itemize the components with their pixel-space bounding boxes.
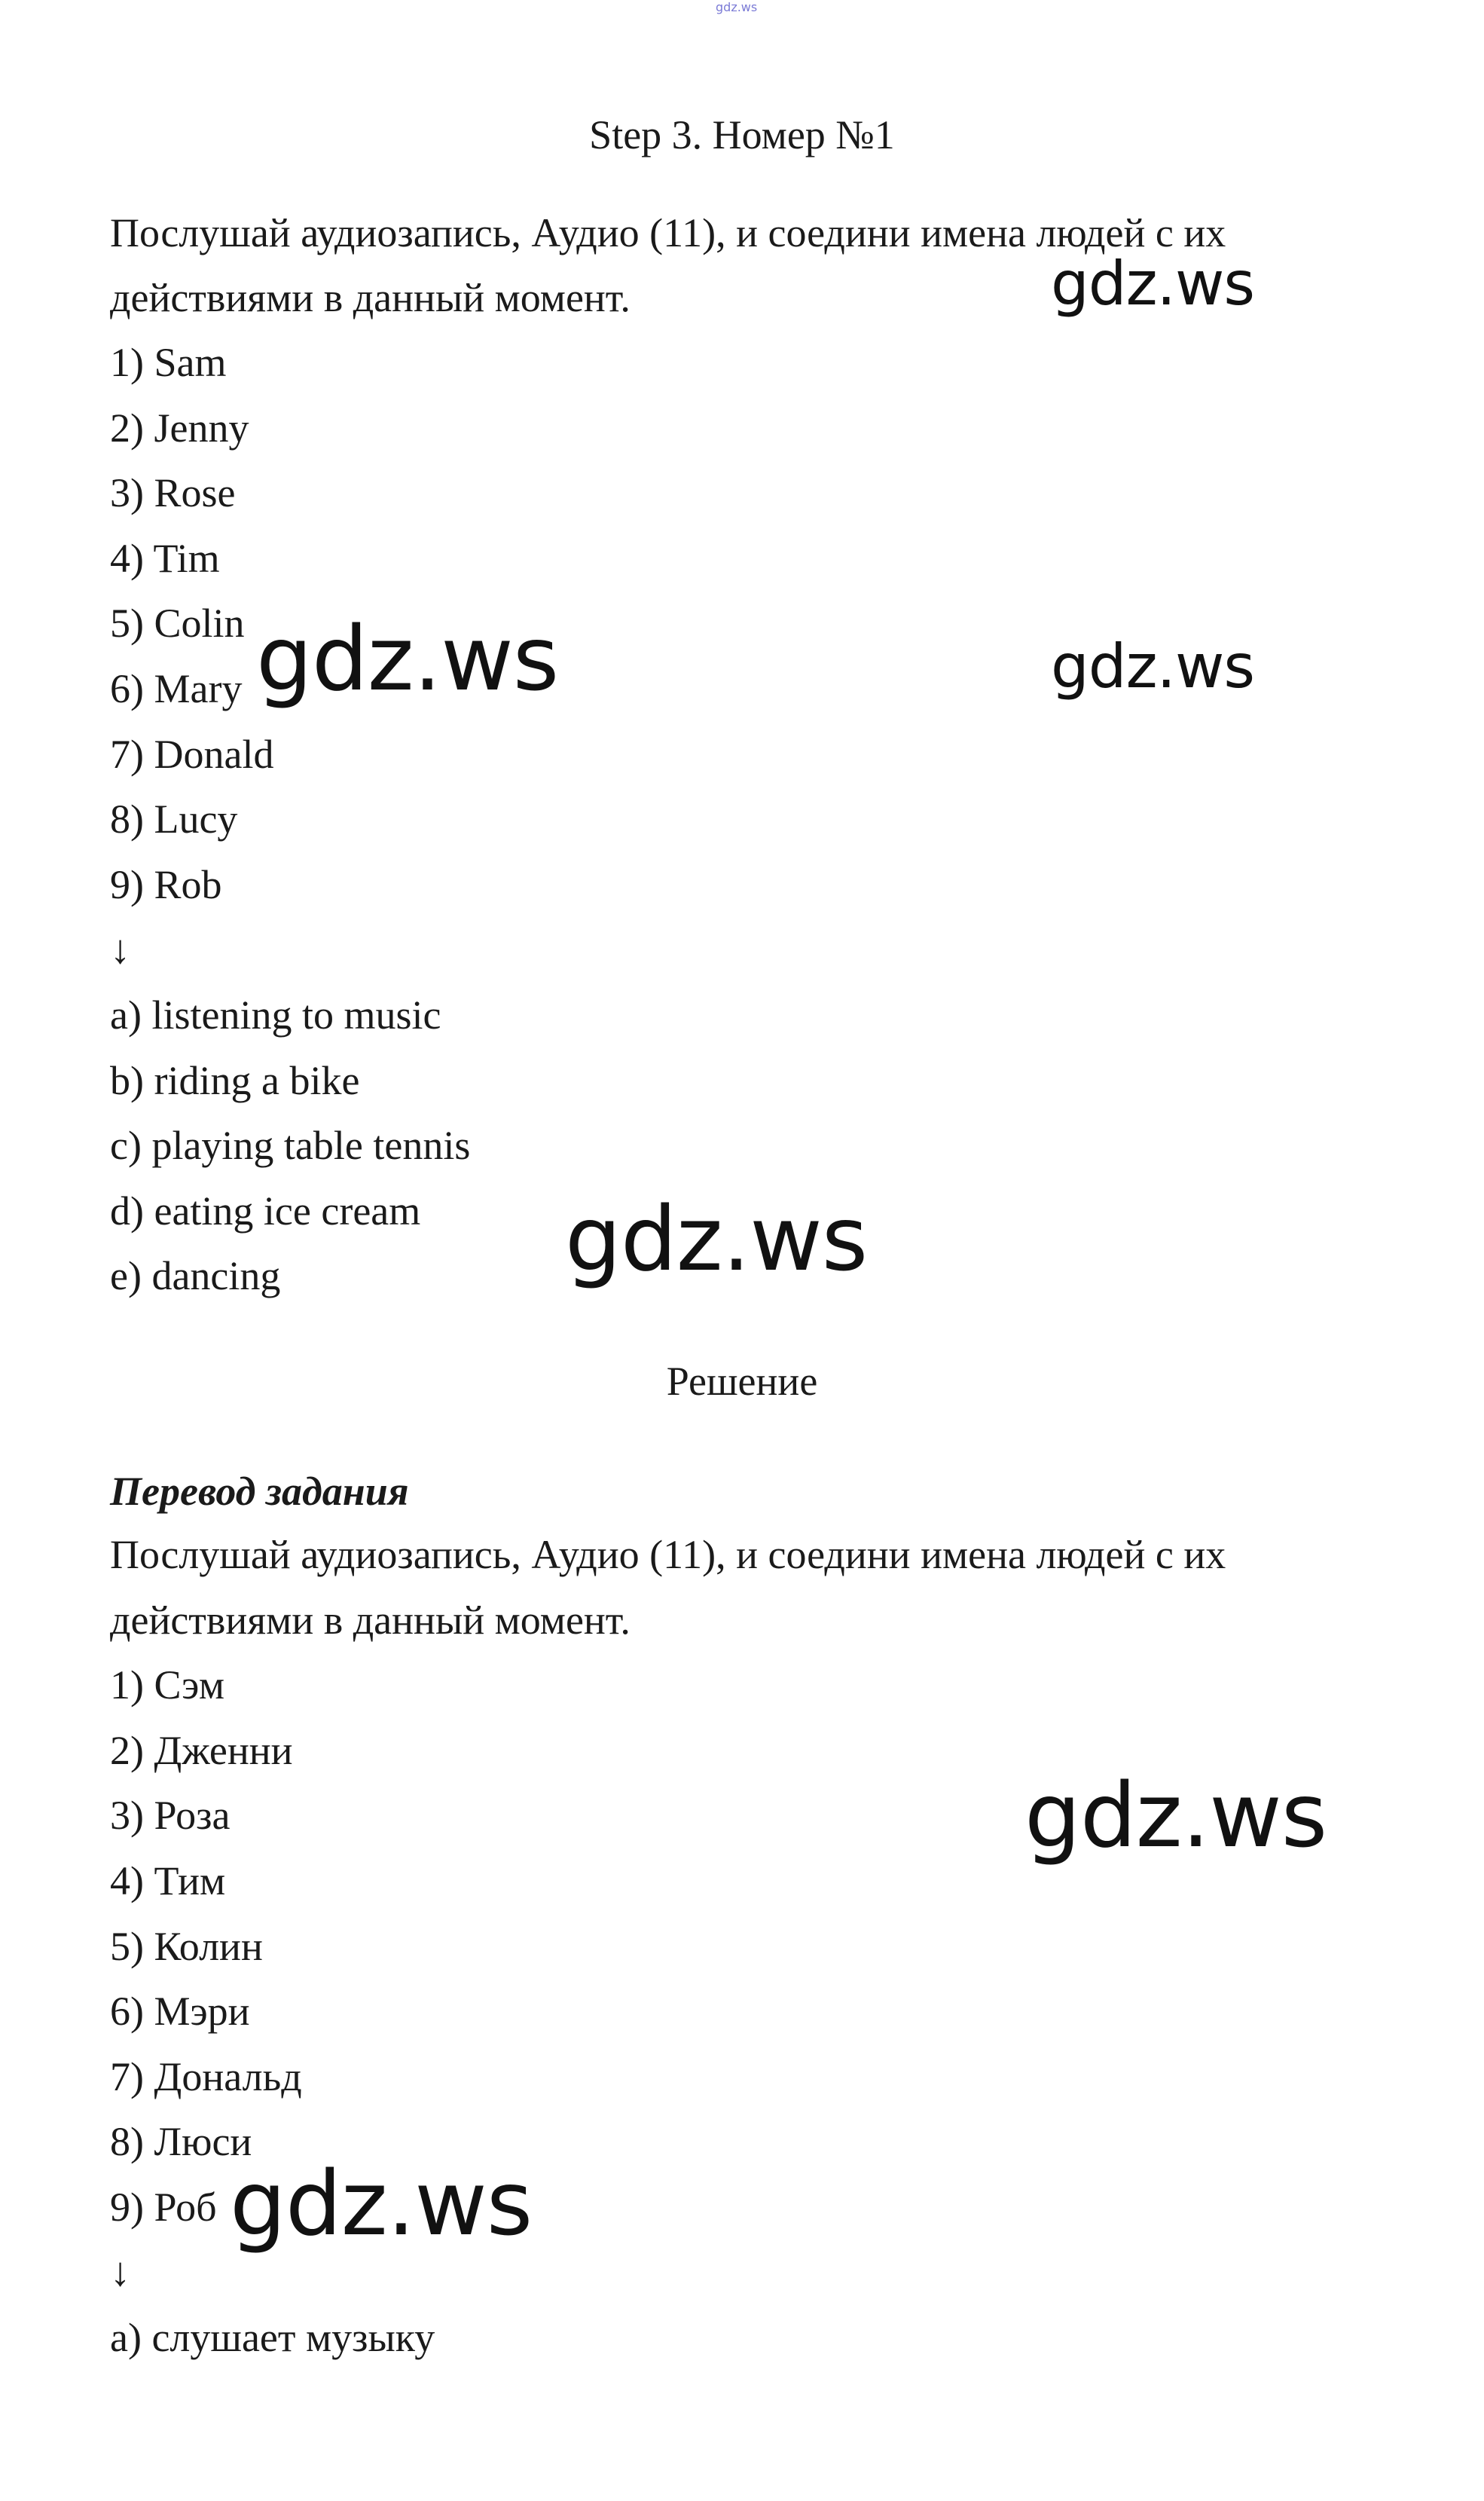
action-item: a) listening to music — [110, 992, 441, 1038]
translated-name-item: 8) Люси — [110, 2119, 252, 2164]
action-item: b) riding a bike — [110, 1058, 360, 1103]
task-instruction-line2: действиями в данный момент. — [110, 275, 631, 320]
translated-name-item: 9) Роб — [110, 2185, 217, 2230]
translated-name-item: 2) Дженни — [110, 1728, 293, 1773]
translated-name-item: 5) Колин — [110, 1924, 263, 1969]
action-item: e) dancing — [110, 1253, 281, 1298]
name-item: 8) Lucy — [110, 796, 238, 842]
solution-instruction-line2: действиями в данный момент. — [110, 1598, 631, 1643]
name-item: 1) Sam — [110, 340, 227, 385]
name-item: 9) Rob — [110, 862, 222, 907]
translation-heading: Перевод задания — [110, 1469, 409, 1514]
watermark: gdz.ws — [256, 607, 559, 711]
solution-heading: Решение — [666, 1359, 818, 1404]
task-title: Step 3. Номер №1 — [589, 112, 895, 157]
watermark: gdz.ws — [230, 2151, 533, 2255]
watermark: gdz.ws — [1051, 249, 1255, 319]
name-item: 2) Jenny — [110, 405, 249, 451]
action-item: d) eating ice cream — [110, 1188, 421, 1234]
translated-name-item: 4) Тим — [110, 1858, 226, 1903]
watermark: gdz.ws — [565, 1187, 868, 1291]
down-arrow-icon: ↓ — [110, 927, 130, 972]
top-watermark: gdz.ws — [716, 0, 758, 14]
translated-action-item: а) слушает музыку — [110, 2315, 435, 2360]
solution-instruction-line1: Послушай аудиозапись, Аудио (11), и соедини имена людей с их — [110, 1532, 1226, 1577]
action-item: c) playing table tennis — [110, 1123, 471, 1168]
name-item: 3) Rose — [110, 470, 236, 515]
translated-name-item: 7) Дональд — [110, 2054, 302, 2099]
down-arrow-icon: ↓ — [110, 2249, 130, 2295]
name-item: 7) Donald — [110, 732, 274, 777]
translated-name-item: 1) Сэм — [110, 1662, 225, 1708]
name-item: 4) Tim — [110, 536, 220, 581]
watermark: gdz.ws — [1024, 1763, 1327, 1867]
translated-name-item: 3) Роза — [110, 1793, 231, 1838]
task-instruction-line1: Послушай аудиозапись, Аудио (11), и соедини имена людей с их — [110, 210, 1226, 255]
name-item: 6) Mary — [110, 666, 243, 711]
translated-name-item: 6) Мэри — [110, 1989, 250, 2034]
name-item: 5) Colin — [110, 601, 245, 646]
watermark: gdz.ws — [1051, 631, 1255, 702]
